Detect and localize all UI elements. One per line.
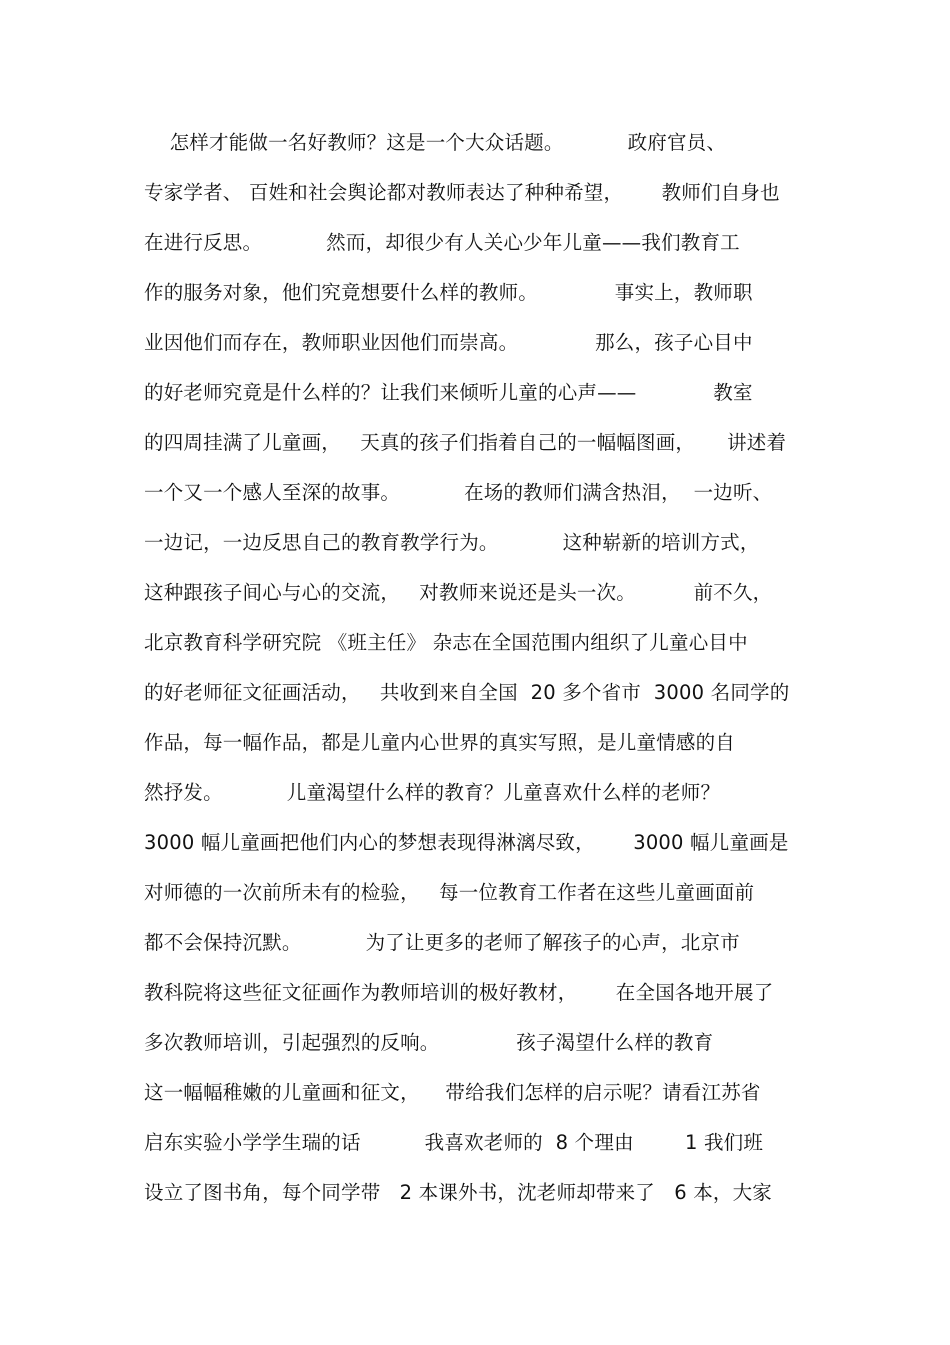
text-line: 3000 幅儿童画把他们内心的梦想表现得淋漓尽致， 3000 幅儿童画是 (144, 831, 789, 854)
text-line: 的好老师究竟是什么样的？让我们来倾听儿童的心声—— 教室 (144, 381, 753, 404)
text-line: 教科院将这些征文征画作为教师培训的极好教材， 在全国各地开展了 (144, 981, 774, 1004)
text-line: 这一幅幅稚嫩的儿童画和征文， 带给我们怎样的启示呢？请看江苏省 (144, 1081, 761, 1104)
body-text (144, 118, 814, 1218)
text-line: 业因他们而存在，教师职业因他们而崇高。 那么，孩子心目中 (144, 331, 753, 354)
text-line: 一个又一个感人至深的故事。 在场的教师们满含热泪， 一边听、 (144, 481, 773, 504)
text-line: 专家学者、 百姓和社会舆论都对教师表达了种种希望， 教师们自身也 (144, 181, 780, 204)
text-line: 多次教师培训，引起强烈的反响。 孩子渴望什么样的教育 (144, 1031, 714, 1054)
text-line: 的四周挂满了儿童画， 天真的孩子们指着自己的一幅幅图画， 讲述着 (144, 431, 787, 454)
text-line: 在进行反思。 然而，却很少有人关心少年儿童——我们教育工 (144, 231, 740, 254)
text-line: 作的服务对象，他们究竟想要什么样的教师。 事实上，教师职 (144, 281, 753, 304)
text-line: 一边记，一边反思自己的教育教学行为。 这种崭新的培训方式， (144, 531, 760, 554)
text-line: 的好老师征文征画活动， 共收到来自全国 20 多个省市 3000 名同学的 (144, 681, 790, 704)
text-line: 然抒发。 儿童渴望什么样的教育？儿童喜欢什么样的老师？ (144, 781, 721, 804)
text-line: 对师德的一次前所未有的检验， 每一位教育工作者在这些儿童画面前 (144, 881, 755, 904)
text-line: 作品，每一幅作品，都是儿童内心世界的真实写照，是儿童情感的自 (144, 731, 736, 754)
text-line: 设立了图书角，每个同学带 2 本课外书，沈老师却带来了 6 本，大家 (144, 1181, 773, 1204)
text-line: 启东实验小学学生瑞的话 我喜欢老师的 8 个理由 1 我们班 (144, 1131, 764, 1154)
text-line: 这种跟孩子间心与心的交流， 对教师来说还是头一次。 前不久， (144, 581, 773, 604)
text-line: 都不会保持沉默。 为了让更多的老师了解孩子的心声，北京市 (144, 931, 740, 954)
text-line: 北京教育科学研究院 《班主任》 杂志在全国范围内组织了儿童心目中 (144, 631, 748, 654)
text-line: 怎样才能做一名好教师？这是一个大众话题。 政府官员、 (144, 131, 727, 154)
